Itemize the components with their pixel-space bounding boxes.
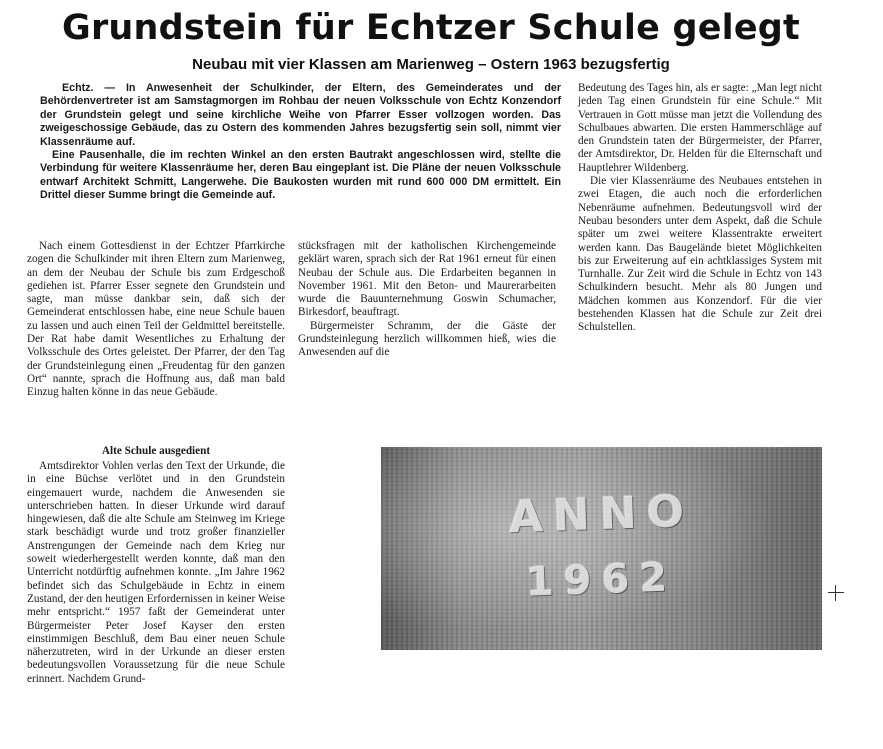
crop-mark-icon <box>828 585 844 601</box>
column-paragraph: Die vier Klassenräume des Neubaues entstehen in zwei Etagen, die auch noch die erforderlichen Nebenräume aufnehmen. Bedeutungsvoll wird der Neubau besonders unter dem Aspekt, daß die Schule später um zwei weitere Klassentrakte erweitert werden kann. Das Baugelände bietet Möglichkeiten bis zur Erweiterung auf ein achtklassiges System mit Turnhalle. Zur Zeit wird die Schule in Echtz von 143 Schulkindern besucht. Mehr als 80 Jungen und Mädchen kommen aus Konzendorf. Für die vier bestehenden Klassen hat die Schule zur Zeit drei Schulstellen. <box>578 175 822 334</box>
column-left-bottom <box>27 444 285 686</box>
lead-paragraph: Echtz. — In Anwesenheit der Schulkinder, der Eltern, des Gemeinderates und der Behördenvertreter ist am Samstagmorgen im Rohbau der neuen Volksschule von Echtz Konzendorf der Grundstein gelegt und seine kirchliche Weihe von Pfarrer Esser vollzogen worden. Das zweigeschossige Gebäude, das zu Ostern des kommenden Jahres bezugsfertig sein soll, nimmt vier Klassenräume auf. <box>40 82 561 148</box>
column-paragraph: Amtsdirektor Vohlen verlas den Text der Urkunde, die in eine Büchse verlötet und in den Grundstein eingemauert wurde, nachdem die Anwesenden sie unterschrieben hatten. In dieser Urkunde wird darauf hingewiesen, daß die alte Schule am Steinweg im Kriege stark beschädigt wurde und trotz großer finanzieller Anstrengungen der Gemeinde nach dem Krieg nur soweit wiederhergestellt werden konnte, daß man den Unterricht notdürftig aufnehmen konnte. „Im Jahre 1962 befindet sich das Schulgebäude in Echtz in einem Zustand, der den heutigen Erfordernissen in keiner Weise mehr entspricht.“ 1957 faßt der Gemeinderat unter Bürgermeister Peter Josef Kayser den ersten einstimmigen Beschluß, dem Bau einer neuen Schule näherzutreten, wird in der Urkunde an dieser ersten bedeutungsvollen Voraussetzung für die neue Schule erinnert. Nachdem Grund- <box>27 460 285 685</box>
column-paragraph: stücksfragen mit der katholischen Kirchengemeinde geklärt waren, sprach sich der Rat 1961 erneut für einen Neubau der Schule aus. Die Erdarbeiten begannen in November 1961. Mit den Beton- und Maurerarbeiten wurde die Bauunternehmung Goswin Schumacher, Birkesdorf, beauftragt. <box>298 240 556 319</box>
subheadline: Neubau mit vier Klassen am Marienweg – Ostern 1963 bezugsfertig <box>192 56 670 73</box>
column-paragraph: Bedeutung des Tages hin, als er sagte: „Man legt nicht jeden Tag einen Grundstein für eine Schule.“ Mit Vertrauen in Gott müsse man jetzt die Vollendung des Schulbaues abwarten. Die ersten Hammerschläge auf den Grundstein taten der Bürgermeister, der Pfarrer, der Amtsdirektor, Dr. Helden für die Elternschaft und Hauptlehrer Wildenberg. <box>578 82 822 174</box>
column-paragraph: Bürgermeister Schramm, der die Gäste der Grundsteinlegung herzlich willkommen hieß, wies die Anwesenden auf die <box>298 319 556 359</box>
column-paragraph: Nach einem Gottesdienst in der Echtzer Pfarrkirche zogen die Schulkinder mit ihren Eltern zum Marienweg, an dem der Neubau der Schule bis zum Erdgeschoß gediehen ist. Pfarrer Esser segnete den Grundstein und sagte, man müsse dankbar sein, daß sich der Gemeinderat entschlossen habe, eine neue Schule bauen zu lassen und auch einen Teil der Geldmittel bereitstelle. Der Rat habe damit Wesentliches zu Erhaltung der Volksschule des Ortes geleistet. Der Pfarrer, der den Tag der Grundsteinlegung einen „Freudentag für den ganzen Ort“ nannte, sprach die Hoffnung aus, daß man bald Einzug halten könne in das neue Gebäude. <box>27 240 285 399</box>
headline: Grundstein für Echtzer Schule gelegt <box>62 8 800 48</box>
lead-paragraphs <box>40 82 561 203</box>
column-right <box>578 82 822 335</box>
column-middle <box>298 240 556 360</box>
lead-paragraph: Eine Pausenhalle, die im rechten Winkel an den ersten Bautrakt angeschlossen wird, stellte die Verbindung für weitere Klassenräume her, deren Bau eingeplant ist. Die Pläne der neuen Volksschule entwarf Architekt Schmitt, Langerwehe. Die Baukosten wurden mit rund 600 000 DM ermittelt. Ein Drittel dieser Summe bringt die Gemeinde auf. <box>40 149 561 202</box>
stone-inscription-line: 1962 <box>525 554 678 606</box>
column-left-top <box>27 240 285 400</box>
foundation-stone-photo <box>381 447 822 650</box>
section-subtitle: Alte Schule ausgedient <box>101 445 211 457</box>
stone-inscription-line: ANNO <box>508 485 695 544</box>
